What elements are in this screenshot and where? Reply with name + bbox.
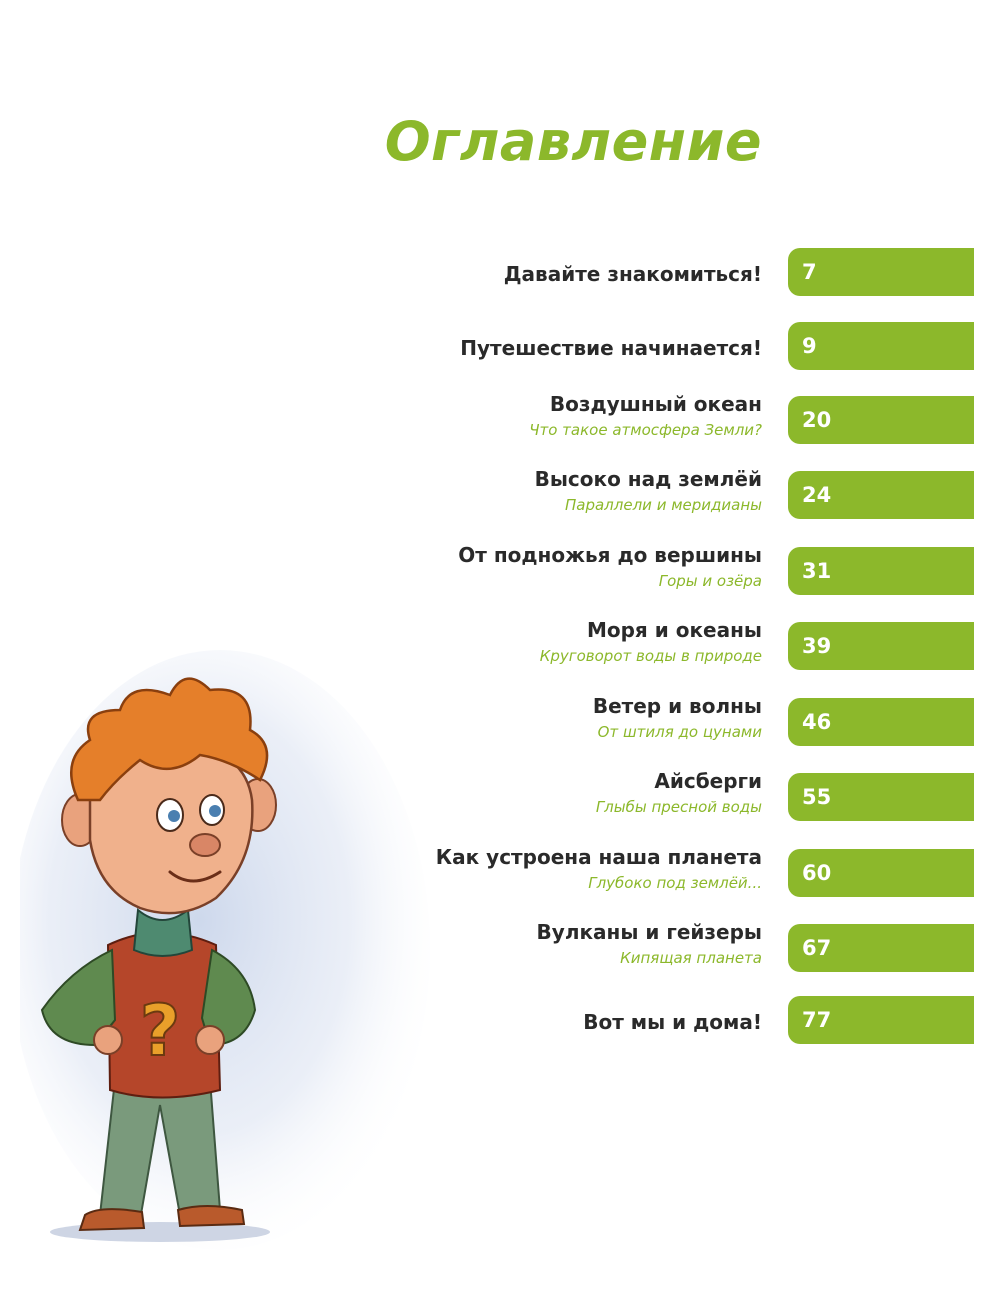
page-number-tab[interactable]: 9 [788, 322, 974, 370]
toc-entry-4[interactable] [0, 467, 1000, 519]
entry-subtitle: Кипящая планета [620, 949, 762, 967]
right-hand [196, 1026, 224, 1054]
entry-subtitle: Горы и озёра [658, 572, 762, 590]
toc-entry-2[interactable] [0, 322, 1000, 374]
page-number-tab[interactable]: 55 [788, 773, 974, 821]
entry-subtitle: Что такое атмосфера Земли? [529, 421, 762, 439]
entry-subtitle: От штиля до цунами [597, 723, 762, 741]
page-number-tab[interactable]: 60 [788, 849, 974, 897]
entry-subtitle: Глыбы пресной воды [595, 798, 762, 816]
entry-title: Воздушный океан [549, 392, 762, 416]
page-number-tab[interactable]: 67 [788, 924, 974, 972]
page-number-tab[interactable]: 7 [788, 248, 974, 296]
page-title: Оглавление [384, 110, 762, 173]
entry-title: Как устроена наша планета [435, 845, 762, 869]
left-pupil [168, 810, 180, 822]
toc-entry-5[interactable] [0, 543, 1000, 595]
page-number-tab[interactable]: 39 [788, 622, 974, 670]
toc-entry-3[interactable] [0, 392, 1000, 444]
page-number-tab[interactable]: 24 [788, 471, 974, 519]
page-number-tab[interactable]: 31 [788, 547, 974, 595]
toc-entry-1[interactable] [0, 248, 1000, 300]
page-number-tab[interactable]: 77 [788, 996, 974, 1044]
entry-title: От подножья до вершины [458, 543, 762, 567]
left-hand [94, 1026, 122, 1054]
entry-title: Моря и океаны [586, 618, 762, 642]
nose [190, 834, 220, 856]
right-pupil [209, 805, 221, 817]
question-mark-print: ? [139, 990, 181, 1072]
entry-title: Путешествие начинается! [460, 336, 762, 360]
right-shoe [178, 1206, 244, 1226]
boy-illustration [20, 650, 440, 1250]
entry-title: Ветер и волны [592, 694, 762, 718]
entry-title: Вот мы и дома! [583, 1010, 762, 1034]
left-shoe [80, 1209, 144, 1230]
entry-title: Айсберги [654, 769, 762, 793]
entry-title: Вулканы и гейзеры [536, 920, 762, 944]
entry-subtitle: Параллели и меридианы [565, 496, 762, 514]
page-number-tab[interactable]: 46 [788, 698, 974, 746]
entry-subtitle: Круговорот воды в природе [539, 647, 762, 665]
entry-title: Давайте знакомиться! [503, 262, 762, 286]
entry-title: Высоко над землёй [534, 467, 762, 491]
entry-subtitle: Глубоко под землёй... [588, 874, 762, 892]
page-number-tab[interactable]: 20 [788, 396, 974, 444]
